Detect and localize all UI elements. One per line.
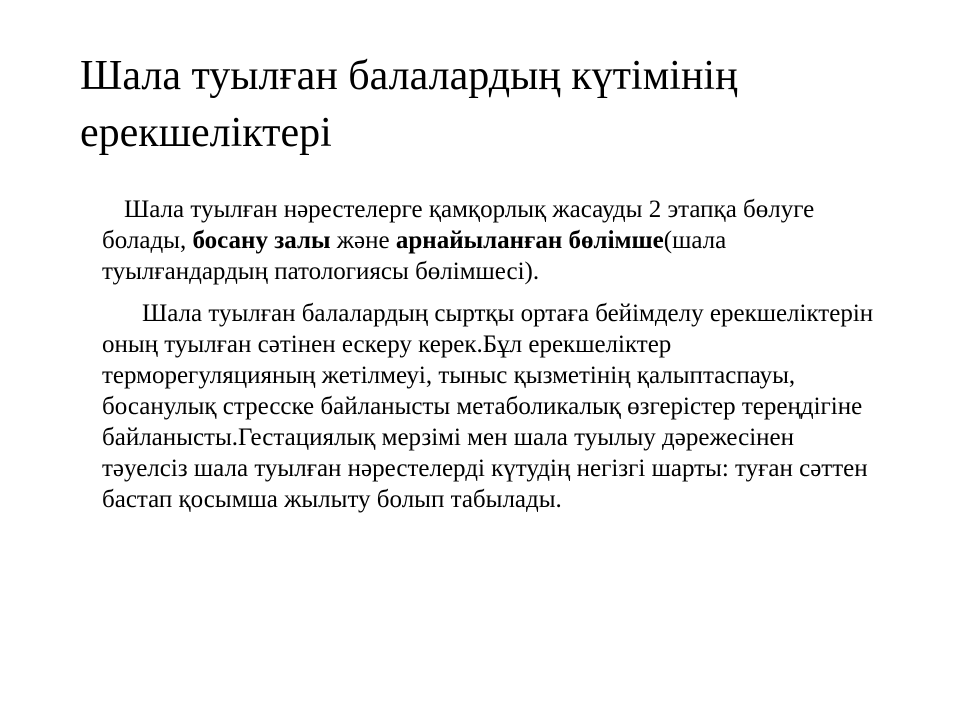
bold-term-delivery-room: босану залы (192, 227, 331, 254)
paragraph-2-text: Шала туылған балалардың сыртқы ортаға бейімделу ерекшеліктерін оның туылған сәтінен ескеру керек.Бұл ерекшеліктер терморегуляцияның жетілмеуі, тыныс қызметінің қалыптаспауы, босанулық стресске байланысты метаболикалық өзгерістер тереңдігіне байланысты.Гестациялық мерзімі мен шала туылыу дәрежесінен тәуелсіз шала туылған нәрестелерді күтудің негізгі шарты: туған сәттен бастап қосымша жылыту болып табылады. (102, 300, 874, 513)
bold-term-special-unit: арнайыланған бөлімше (395, 227, 664, 254)
slide-body (102, 194, 882, 526)
body-paragraph-1 (102, 194, 882, 287)
paragraph-1-text-start: Шала туылған нәрестелерге қамқорлық жасауды 2 этапқа бөлуге болады, (102, 196, 815, 254)
slide-title: Шала туылған балалардың күтімінің ерекшеліктері (80, 53, 738, 156)
body-paragraph-2 (102, 298, 882, 515)
paragraph-1-conjunction: және (330, 227, 396, 254)
paragraph-1-text-end: (шала туылғандардың патологиясы бөлімшесі). (102, 227, 727, 285)
